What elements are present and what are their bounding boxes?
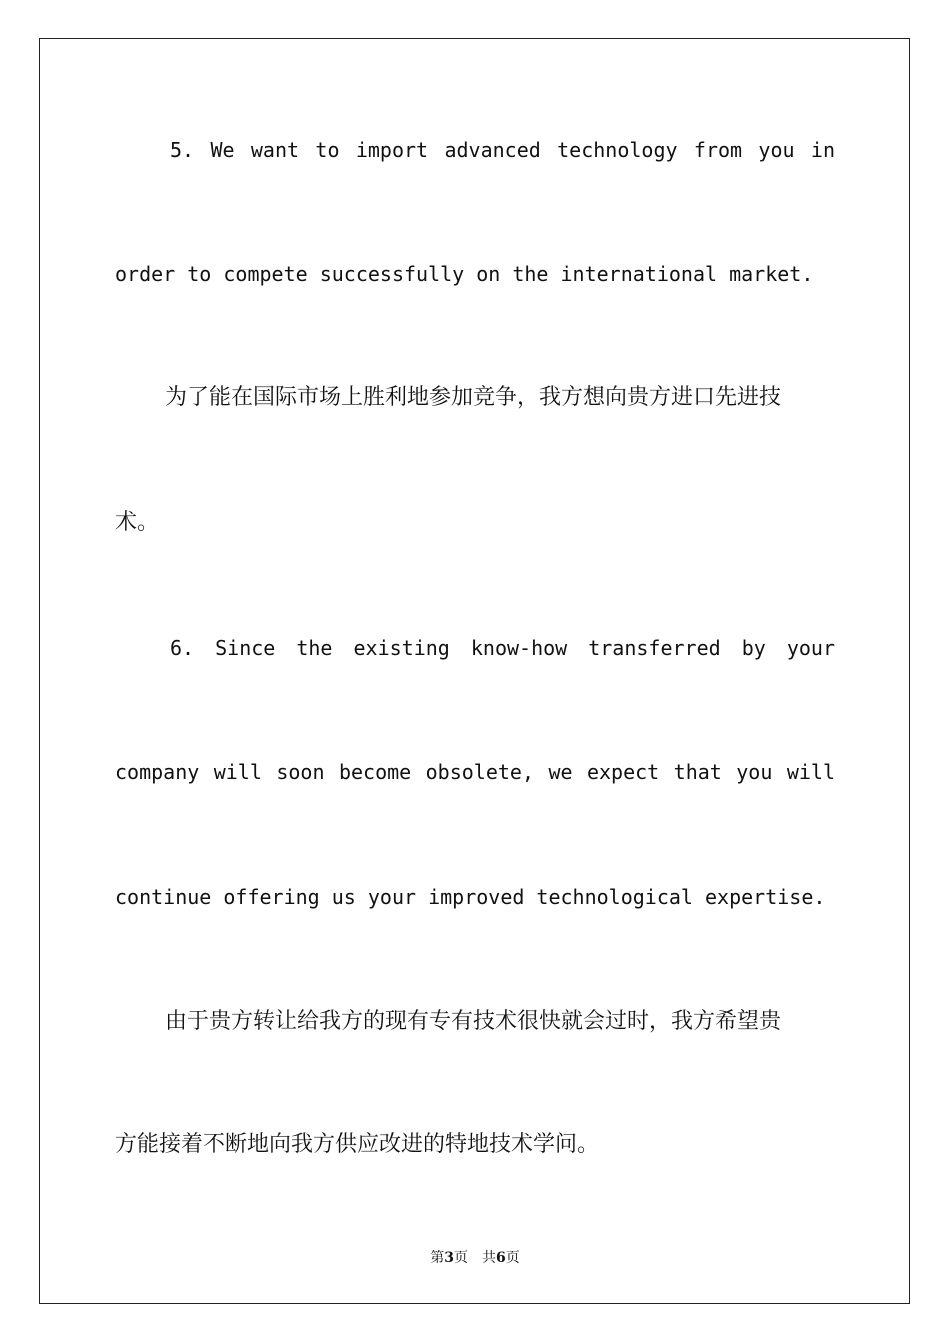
current-page-number: 3 <box>444 1250 454 1266</box>
paragraph-6-line-2: company will soon become obsolete, we expect that you will <box>115 760 835 784</box>
paragraph-6-translation-line-1: 由于贵方转让给我方的现有专有技术很快就会过时，我方希望贵 <box>165 1009 782 1034</box>
paragraph-6-line-3: continue offering us your improved technological expertise. <box>115 885 826 909</box>
total-suffix: 页 <box>505 1250 520 1266</box>
paragraph-5-line-1: 5. We want to import advanced technology from you in <box>170 138 835 162</box>
paragraph-6-line-1: 6. Since the existing know-how transferred by your <box>170 636 835 660</box>
page-footer <box>0 1247 950 1267</box>
paragraph-5-translation-line-2: 术。 <box>115 510 160 535</box>
page-suffix: 页 <box>454 1250 468 1266</box>
page-prefix: 第 <box>430 1250 445 1266</box>
total-prefix: 共 <box>482 1250 496 1266</box>
page-frame <box>39 38 910 1304</box>
paragraph-5-translation-line-1: 为了能在国际市场上胜利地参加竞争，我方想向贵方进口先进技 <box>165 385 782 410</box>
paragraph-5-line-2: order to compete successfully on the international market. <box>115 262 814 286</box>
total-page-number: 6 <box>496 1250 506 1266</box>
paragraph-6-translation-line-2: 方能接着不断地向我方供应改进的特地技术学问。 <box>115 1132 600 1157</box>
